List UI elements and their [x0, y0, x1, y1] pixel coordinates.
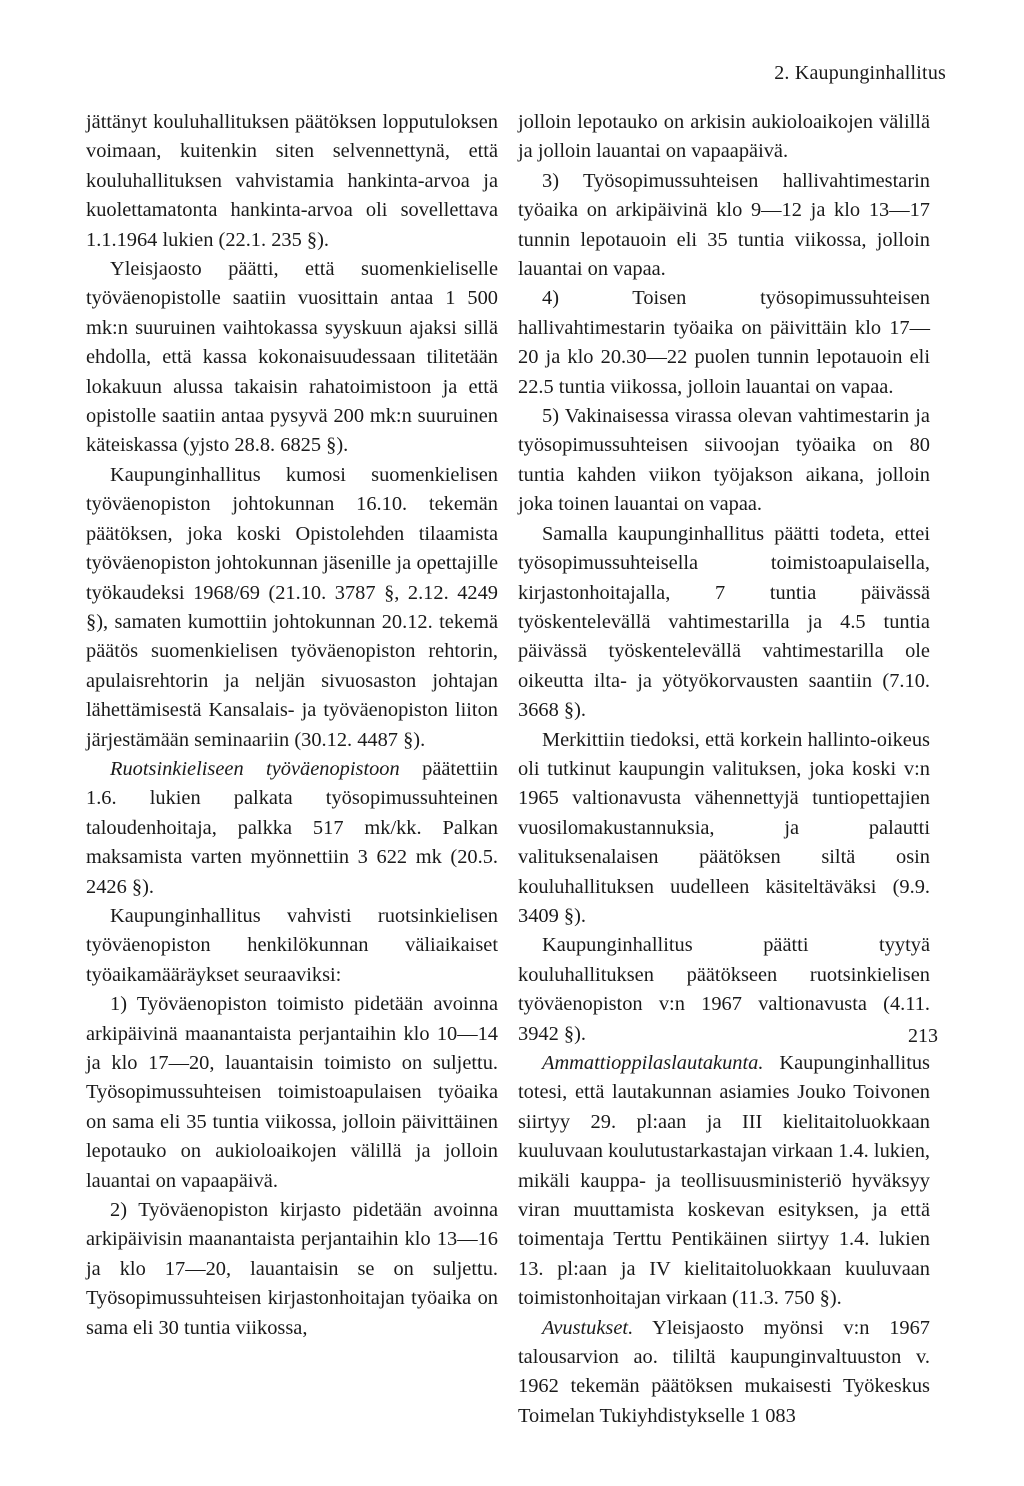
paragraph: 5) Vakinaisessa virassa olevan vahtimestarin ja työsopimussuhteisen siivoojan työaika on 80 tuntia kahden viikon työjakson aikana, jolloin joka toinen lauantai on vapaa. [518, 405, 930, 516]
paragraph: Samalla kaupunginhallitus päätti todeta, ettei työsopimussuhteisella toimistoapulaisella, kirjastonhoitajalla, 7 tuntia päivässä työskentelevällä vahtimestarilla ja 4.5 tuntia päivässä työskentelevällä vahtimestarilla ole oikeutta ilta- ja yötyökorvausten saantiin (7.10. 3668 §). [518, 522, 930, 722]
paragraph: Kaupunginhallitus vahvisti ruotsinkielisen työväenopiston henkilökunnan väliaikaiset työaikamääräykset seuraaviksi: [86, 904, 498, 986]
paragraph: Avustukset. Yleisjaosto myönsi v:n 1967 talousarvion ao. tililtä kaupunginvaltuuston v. 1962 tekemän päätöksen mukaisesti Työkeskus Toimelan Tukiyhdistykselle 1 083 [518, 1316, 930, 1427]
running-head: 2. Kaupunginhallitus [774, 62, 946, 84]
paragraph: 4) Toisen työsopimussuhteisen hallivahtimestarin työaika on päivittäin klo 17—20 ja klo 20.30—22 puolen tunnin lepotauoin eli 22.5 tuntia viikossa, jolloin lauantai on vapaa. [518, 287, 930, 398]
paragraph: Kaupunginhallitus päätti tyytyä kouluhallituksen päätökseen ruotsinkielisen työväenopiston v:n 1967 valtionavusta (4.11. 3942 §). [518, 934, 930, 1045]
paragraph: 2) Työväenopiston kirjasto pidetään avoinna arkipäivisin maanantaista perjantaihin klo 13—16 ja klo 17—20, lauantaisin se on suljettu. Työsopimussuhteisen kirjastonhoitajan työaika on sama eli 30 tuntia viikossa, [86, 1199, 498, 1339]
right-column [518, 108, 930, 1431]
paragraph: 1) Työväenopiston toimisto pidetään avoinna arkipäivinä maanantaista perjantaihin klo 10—14 ja klo 17—20, lauantaisin toimisto on suljettu. Työsopimussuhteisen toimistoapulaisen työaika on sama eli 35 tuntia viikossa, jolloin päivittäinen lepotauko on aukioloaikojen välillä ja jolloin lauantai on vapaapäivä. [86, 993, 498, 1192]
paragraph: Ammattioppilaslautakunta. Kaupunginhallitus totesi, että lautakunnan asiamies Jouko Toivonen siirtyy 29. pl:aan ja III kielitaitoluokkaan kuuluvaan koulutustarkastajan virkaan 1.4. lukien, mikäli kauppa- ja teollisuusministeriö hyväksyy viran muuttamista koskevan esityksen, ja että toimentaja Terttu Pentikäinen siirtyy 1.4. lukien 13. pl:aan ja IV kielitaitoluokkaan kuuluvaan toimistonhoitajan virkaan (11.3. 750 §). [518, 1052, 930, 1310]
page-number: 213 [908, 1025, 938, 1047]
paragraph: Merkittiin tiedoksi, että korkein hallinto-oikeus oli tutkinut kaupungin valituksen, joka koski v:n 1965 valtionavusta vähennettyjä tuntiopettajien vuosilomakustannuksia, ja palautti valituksenalaisen päätöksen siltä osin kouluhallituksen uudelleen käsiteltäväksi (9.9. 3409 §). [518, 728, 930, 927]
paragraph: 3) Työsopimussuhteisen hallivahtimestarin työaika on arkipäivinä klo 9—12 ja klo 13—17 tunnin lepotauoin eli 35 tuntia viikossa, jolloin lauantai on vapaa. [518, 169, 930, 281]
paragraph: jättänyt kouluhallituksen päätöksen lopputuloksen voimaan, kuitenkin siten selvennettynä, että kouluhallituksen vahvistamia hankinta-arvoa ja kuolettamatonta hankinta-arvoa oli sovellettava 1.1.1964 lukien (22.1. 235 §). [86, 111, 498, 251]
paragraph: Ruotsinkieliseen työväenopistoon päätettiin 1.6. lukien palkata työsopimussuhteinen taloudenhoitaja, palkka 517 mk/kk. Palkan maksamista varten myönnettiin 3 622 mk (20.5. 2426 §). [86, 757, 498, 898]
paragraph: jolloin lepotauko on arkisin aukioloaikojen välillä ja jolloin lauantai on vapaapäivä. [518, 111, 930, 163]
left-column [86, 108, 498, 1343]
paragraph: Yleisjaosto päätti, että suomenkieliselle työväenopistolle saatiin vuosittain antaa 1 500 mk:n suuruinen vaihtokassa syyskuun ajaksi sillä ehdolla, että kassa kokonaisuudessaan tilitetään lokakuun alussa takaisin rahatoimistoon ja että opistolle saatiin antaa pysyvä 200 mk:n suuruinen käteiskassa (yjsto 28.8. 6825 §). [86, 258, 498, 457]
paragraph: Kaupunginhallitus kumosi suomenkielisen työväenopiston johtokunnan 16.10. tekemän päätöksen, joka koski Opistolehden tilaamista työväenopiston johtokunnan jäsenille ja opettajille työkaudeksi 1968/69 (21.10. 3787 §, 2.12. 4249 §), samaten kumottiin johtokunnan 20.12. tekemä päätös suomenkielisen työväenopiston rehtorin, apulaisrehtorin ja neljän sivuosaston johtajan lähettämisestä Kansalais- ja työväenopiston liiton järjestämään seminaariin (30.12. 4487 §). [86, 463, 498, 751]
